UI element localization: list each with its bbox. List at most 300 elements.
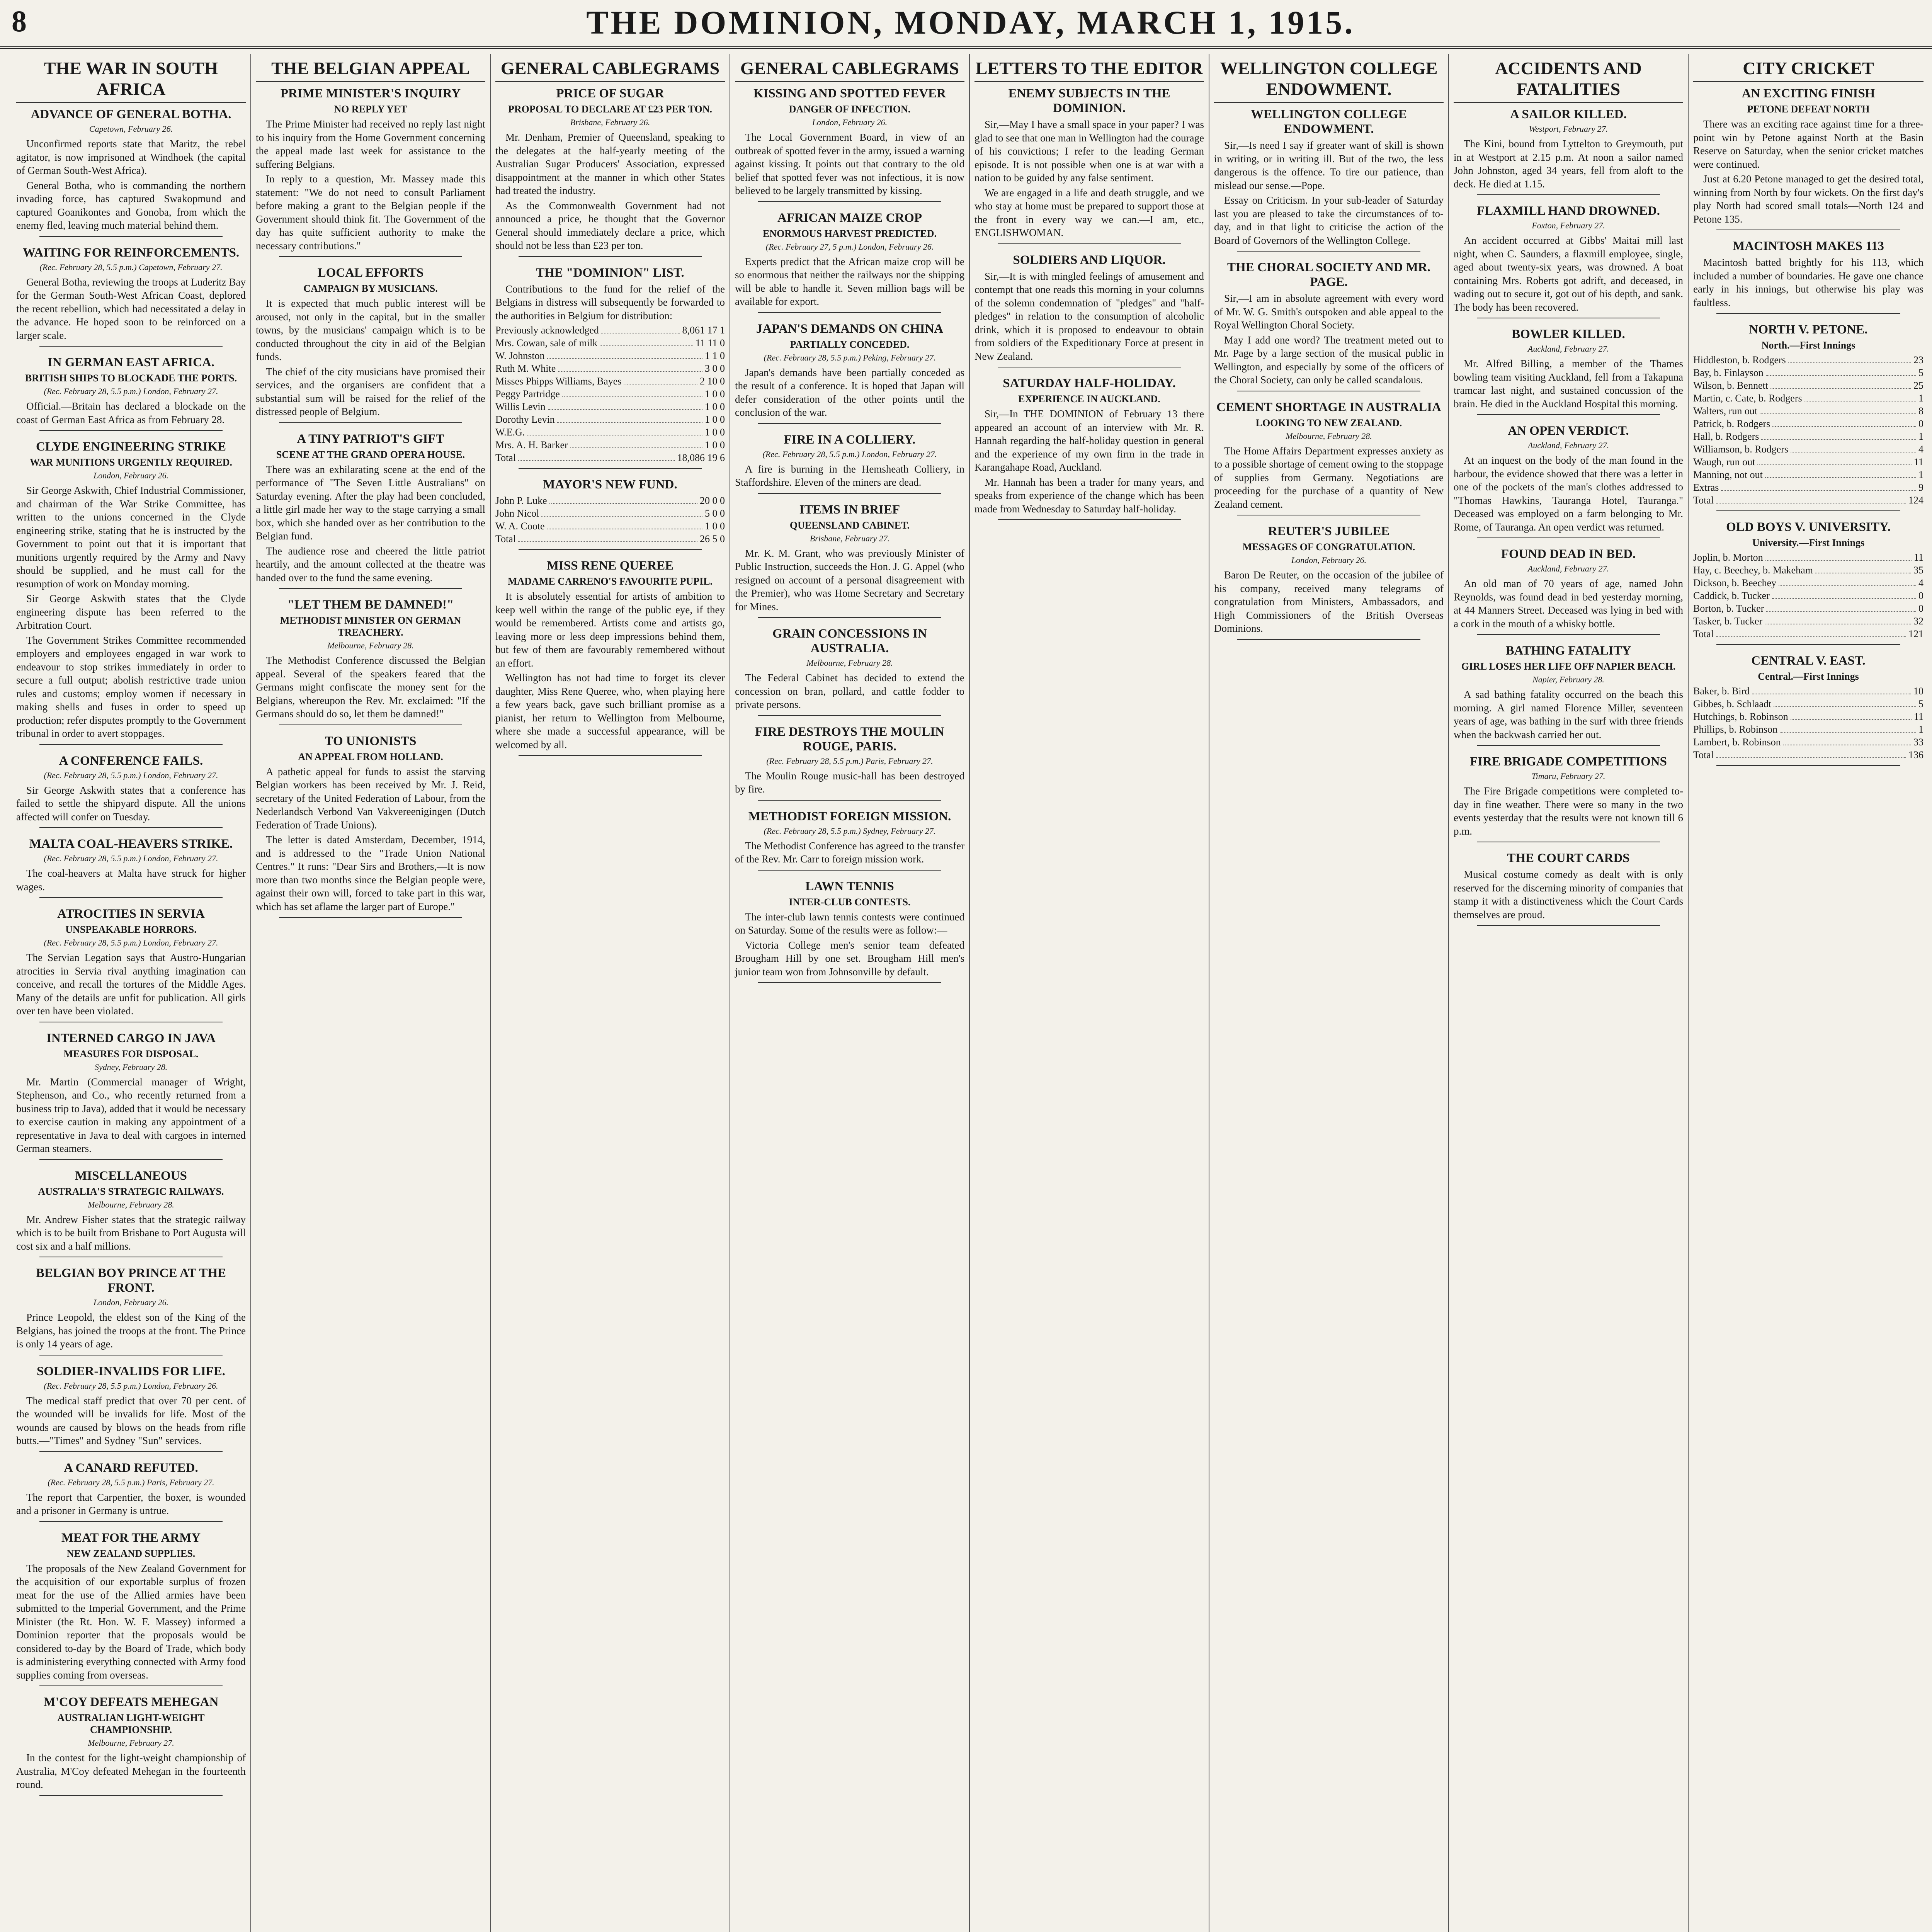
article-subheading: AUSTRALIA'S STRATEGIC RAILWAYS. <box>38 1185 224 1197</box>
table-row <box>1693 379 1923 392</box>
article <box>16 1531 246 1687</box>
article <box>16 906 246 1022</box>
article-headline: "LET THEM BE DAMNED!" <box>287 598 454 612</box>
row-label: Wilson, b. Bennett <box>1693 380 1768 391</box>
leader-dots <box>558 362 702 372</box>
table-row <box>1693 443 1923 456</box>
article-paragraph: We are engaged in a life and death struggle, and we who stay at home must be prepared to support those at the front in every way we can.—I am, etc., ENGLISHWOMAN. <box>975 187 1204 238</box>
article-divider <box>1716 765 1900 766</box>
table-row <box>1693 430 1923 443</box>
article <box>735 626 964 716</box>
article <box>975 86 1204 244</box>
column <box>1689 54 1928 1932</box>
article-headline: THE CHORAL SOCIETY AND MR. PAGE. <box>1227 260 1430 289</box>
article-headline: MISS RENE QUEREE <box>546 559 674 573</box>
article-dateline: (Rec. February 28, 5.5 p.m.) London, February 27. <box>762 449 937 459</box>
article-paragraph: The Fire Brigade competitions were completed to-day in fine weather. There were so many in the two events yesterday that the results were not known till 6 p.m. <box>1454 785 1683 837</box>
column-banner: CITY CRICKET <box>1693 58 1923 82</box>
row-label: Patrick, b. Rodgers <box>1693 418 1770 429</box>
masthead <box>0 0 1932 49</box>
article-dateline: Napier, February 28. <box>1532 675 1604 684</box>
article-subheading: DANGER OF INFECTION. <box>789 104 911 115</box>
row-amount: 1 0 0 <box>705 388 725 400</box>
article <box>735 432 964 494</box>
row-amount: 2 10 0 <box>700 376 725 387</box>
table-row <box>495 337 725 349</box>
article <box>495 477 725 550</box>
row-label: Tasker, b. Tucker <box>1693 616 1763 627</box>
table-row <box>1693 723 1923 736</box>
article-divider <box>1716 510 1900 511</box>
article-paragraph: The medical staff predict that over 70 per cent. of the wounded will be invalids for life. Most of the wounds are caused by blows on the heads from rifle butts.—"Times" and Sydney "Sun" services. <box>16 1395 246 1446</box>
article-paragraph: Sir,—It is with mingled feelings of amusement and contempt that one reads this morning in your columns of the solemn condemnation of "pledges" and "half-pledges" in relation to the consumption of alcoholic drink, which it is proposed to endeavour to obtain from soldiers of the Expeditionary Force at present in New Zealand. <box>975 270 1204 362</box>
article <box>975 376 1204 520</box>
article-paragraph: Victoria College men's senior team defeated Brougham Hill by one set. Brougham Hill men's junior team won from Johnsonville by default. <box>735 939 964 978</box>
row-amount: 1 0 0 <box>705 427 725 438</box>
article-headline: LOCAL EFFORTS <box>317 266 424 280</box>
table-row <box>1693 405 1923 417</box>
article-dateline: (Rec. February 28, 5.5 p.m.) Peking, February 27. <box>764 352 936 362</box>
article-subheading: PROPOSAL TO DECLARE AT £23 PER TON. <box>508 104 713 115</box>
article-paragraph: There was an exciting race against time for a three-point win by Petone against North at the Basin Reserve on Saturday, when the senior cricket matches were continued. <box>1693 118 1923 170</box>
row-label: Mrs. Cowan, sale of milk <box>495 337 598 349</box>
table-row <box>495 451 725 464</box>
article-subheading: EXPERIENCE IN AUCKLAND. <box>1018 393 1160 405</box>
column <box>251 54 491 1932</box>
article-paragraph: Japan's demands have been partially conceded as the result of a conference. It is hoped that Japan will defer consideration of the other points until the conclusion of the war. <box>735 366 964 418</box>
article-divider <box>39 827 223 828</box>
table-row <box>1693 685 1923 697</box>
article-divider <box>519 468 702 469</box>
table-row <box>1693 456 1923 468</box>
table-row <box>495 375 725 388</box>
row-label: Previously acknowledged <box>495 325 599 336</box>
leader-dots <box>547 349 702 359</box>
article-subheading: NO REPLY YET <box>334 104 407 115</box>
article <box>256 432 485 589</box>
article <box>1214 524 1444 640</box>
row-amount: 18,086 19 6 <box>677 452 725 463</box>
article-paragraph: Mr. Martin (Commercial manager of Wright, Stephenson, and Co., who recently returned from a business trip to Java), added that it would be necessary to exercise caution in making any appointment of a representative in Java to deal with cargoes in interned German steamers. <box>16 1076 246 1154</box>
table-row <box>1693 577 1923 589</box>
leader-dots <box>1761 430 1916 440</box>
article-dateline: London, February 26. <box>93 471 169 480</box>
article <box>1693 322 1923 511</box>
row-amount: 5 <box>1918 698 1923 709</box>
row-label: John Nicol <box>495 508 539 519</box>
article-headline: SOLDIERS AND LIQUOR. <box>1013 253 1166 267</box>
leader-dots <box>1779 577 1916 586</box>
article-divider <box>519 256 702 257</box>
article-dateline: Foxton, February 27. <box>1532 221 1605 230</box>
article <box>1454 754 1683 842</box>
article-divider <box>998 243 1181 244</box>
row-label: Manning, not out <box>1693 469 1763 480</box>
row-amount: 5 <box>1918 367 1923 378</box>
column <box>730 54 970 1932</box>
row-label: Bay, b. Finlayson <box>1693 367 1764 378</box>
row-label: W.E.G. <box>495 427 525 438</box>
column <box>491 54 730 1932</box>
article-divider <box>39 1159 223 1160</box>
article-headline: MISCELLANEOUS <box>75 1168 187 1183</box>
table-row <box>495 413 725 426</box>
leader-dots <box>1772 417 1916 427</box>
row-label: Waugh, run out <box>1693 456 1755 468</box>
article-paragraph: Musical costume comedy as dealt with is only reserved for the discerning minority of companies that stamp it with a distinctiveness which the Court Cards themselves are proud. <box>1454 869 1683 920</box>
article-subheading: INTER-CLUB CONTESTS. <box>789 896 911 908</box>
article-dateline: London, February 26. <box>812 117 888 127</box>
article-paragraph: The letter is dated Amsterdam, December, 1914, and is addressed to the "Trade Union National Centres." It runs: "Dear Sirs and Brothers,—It is now more than two months since the Belgian people were, against their own will, forced to take part in this war, which has set aflame the larger part of Europe." <box>256 834 485 912</box>
article-headline: BOWLER KILLED. <box>1512 327 1625 341</box>
leader-dots <box>1766 602 1916 612</box>
row-amount: 35 <box>1913 565 1923 576</box>
article-dateline: Auckland, February 27. <box>1527 564 1609 573</box>
article-subheading: University.—First Innings <box>1752 537 1865 548</box>
article-headline: CENTRAL V. EAST. <box>1751 654 1866 668</box>
article-dateline: Brisbane, February 26. <box>570 117 650 127</box>
article-paragraph: Essay on Criticism. In your sub-leader of Saturday last you are pleased to take the circumstances of to-day, and in that light to criticise the action of the Board of Governors of the Wellington College. <box>1214 194 1444 246</box>
article-headline: FLAXMILL HAND DROWNED. <box>1477 204 1660 218</box>
article-paragraph: May I add one word? The treatment meted out to Mr. Page by a large section of the musical public in Wellington, and especially by some of the officers of the Choral Society, can only be called scandalous. <box>1214 334 1444 386</box>
leader-dots <box>1757 456 1912 465</box>
article-subheading: METHODIST MINISTER ON GERMAN TREACHERY. <box>280 615 461 638</box>
article-headline: INTERNED CARGO IN JAVA <box>46 1031 216 1045</box>
article-divider <box>39 1521 223 1522</box>
article-divider <box>758 493 941 494</box>
row-label: Gibbes, b. Schlaadt <box>1693 698 1772 709</box>
article-dateline: London, February 26. <box>93 1298 169 1307</box>
article-paragraph: The Moulin Rouge music-hall has been destroyed by fire. <box>735 770 964 795</box>
newspaper-title: THE DOMINION, MONDAY, MARCH 1, 1915. <box>586 4 1355 41</box>
article-divider <box>1477 745 1660 746</box>
article-dateline: London, February 26. <box>1291 555 1367 565</box>
article-headline: SOLDIER-INVALIDS FOR LIFE. <box>36 1364 226 1378</box>
article-dateline: (Rec. February 28, 5.5 p.m.) London, February 27. <box>44 938 218 947</box>
article-headline: FIRE IN A COLLIERY. <box>784 432 916 447</box>
article-paragraph: The report that Carpentier, the boxer, is wounded and a prisoner in Germany is untrue. <box>16 1491 246 1516</box>
leader-dots <box>1721 481 1916 491</box>
row-label: John P. Luke <box>495 495 547 506</box>
article <box>1454 107 1683 195</box>
article-paragraph: Just at 6.20 Petone managed to get the desired total, winning from North by four wickets. On the first day's play North had scored small totals—North 124 and Petone 135. <box>1693 173 1923 225</box>
article <box>16 1168 246 1258</box>
table-row <box>1693 697 1923 710</box>
article <box>16 1695 246 1796</box>
article <box>975 253 1204 368</box>
row-amount: 136 <box>1908 749 1923 760</box>
table-row <box>495 400 725 413</box>
article-paragraph: Baron De Reuter, on the occasion of the jubilee of his company, received many telegrams of congratulation from Ministers, Ambassadors, and High Commissioners of the British Overseas Dominions. <box>1214 569 1444 634</box>
row-label: Ruth M. White <box>495 363 556 374</box>
leader-dots <box>541 507 702 517</box>
leader-dots <box>1774 697 1916 707</box>
row-label: Dorothy Levin <box>495 414 555 425</box>
article-divider <box>1477 537 1660 538</box>
row-amount: 0 <box>1918 418 1923 429</box>
article-headline: NORTH V. PETONE. <box>1749 323 1868 337</box>
article-paragraph: Sir George Askwith states that a conference has failed to settle the shipyard dispute. All the unions affected will confer on Tuesday. <box>16 784 246 823</box>
article-paragraph: A pathetic appeal for funds to assist the starving Belgian workers has been received by Mr. J. Reid, secretary of the United Federation of Labour, from the Nederlandsch Verbond Van Vakvereenigingen (Dutch Federation of Trade Unions). <box>256 765 485 831</box>
row-label: Hiddleston, b. Rodgers <box>1693 354 1786 366</box>
row-amount: 8 <box>1918 405 1923 417</box>
article-divider <box>758 617 941 618</box>
row-amount: 10 <box>1913 685 1923 697</box>
row-label: Caddick, b. Tucker <box>1693 590 1770 601</box>
row-label: Joplin, b. Morton <box>1693 552 1763 563</box>
article-divider <box>279 588 462 589</box>
table-row <box>495 426 725 439</box>
article-headline: CEMENT SHORTAGE IN AUSTRALIA <box>1216 400 1441 414</box>
article-paragraph: The proposals of the New Zealand Government for the acquisition of our exportable surplus of frozen meat for the use of the Allied armies have been submitted to the Imperial Government, and the Prime Minister (the Rt. Hon. W. F. Massey) informed a Dominion reporter that the proposals would be considered to-day by the Board of Trade, which body is administering everything connected with Army food supplies coming from overseas. <box>16 1562 246 1681</box>
article <box>1214 400 1444 516</box>
article-headline: A CONFERENCE FAILS. <box>59 753 203 768</box>
article-divider <box>758 715 941 716</box>
article-headline: SATURDAY HALF-HOLIDAY. <box>1003 376 1176 390</box>
column <box>970 54 1209 1932</box>
leader-dots <box>1772 589 1916 599</box>
row-amount: 1 0 0 <box>705 414 725 425</box>
article-subheading: CAMPAIGN BY MUSICIANS. <box>303 283 438 294</box>
row-amount: 11 <box>1913 456 1923 468</box>
article-subheading: NEW ZEALAND SUPPLIES. <box>66 1548 196 1559</box>
leader-dots <box>1765 468 1916 478</box>
row-label: Mrs. A. H. Barker <box>495 439 568 451</box>
article-headline: WELLINGTON COLLEGE ENDOWMENT. <box>1251 107 1407 136</box>
leader-dots <box>547 520 702 529</box>
article-paragraph: The Home Affairs Department expresses anxiety as to a possible shortage of cement owing to the stoppage of supplies from Germany. Negotiations are proceeding for the purchase of a quantity of New Zealand cement. <box>1214 445 1444 510</box>
table-row <box>1693 710 1923 723</box>
table-row <box>1693 736 1923 748</box>
row-label: Peggy Partridge <box>495 388 560 400</box>
row-amount: 4 <box>1918 577 1923 588</box>
article-divider <box>39 1451 223 1452</box>
leader-dots <box>1804 392 1916 401</box>
article-dateline: Melbourne, February 28. <box>327 641 414 650</box>
article-paragraph: Experts predict that the African maize crop will be so enormous that neither the railways nor the shipping will be able to handle it. Seven million bags will be available for export. <box>735 255 964 307</box>
row-amount: 33 <box>1913 736 1923 748</box>
article-subheading: UNSPEAKABLE HORRORS. <box>65 924 197 935</box>
row-label: Willis Levin <box>495 401 546 412</box>
article-subheading: PETONE DEFEAT NORTH <box>1747 104 1870 115</box>
article <box>1693 653 1923 766</box>
article <box>16 355 246 431</box>
article <box>1454 423 1683 538</box>
row-amount: 0 <box>1918 590 1923 601</box>
article <box>1454 547 1683 635</box>
article-paragraph: At an inquest on the body of the man found in the harbour, the evidence showed that there was a letter in one of the pockets of the man's clothes addressed to "Thomas Hawkins, Tauranga Hotel, Tauranga." Deceased was employed on a farm belonging to Mr. Rome, of Tauranga. An open verdict was returned. <box>1454 454 1683 533</box>
table-row <box>495 507 725 520</box>
row-label: Martin, c. Cate, b. Rodgers <box>1693 393 1802 404</box>
article-divider <box>519 549 702 550</box>
article-paragraph: In reply to a question, Mr. Massey made this statement: "We do not need to consult Parliament before making a grant to the Belgian people if the Government should think fit. The Government of the day has quite sufficient authority to make the necessary contributions." <box>256 173 485 252</box>
column <box>1449 54 1689 1932</box>
article-paragraph: There was an exhilarating scene at the end of the performance of "The Seven Little Australians" on Saturday evening. After the play had been concluded, a little girl made her way to the stage carrying a small box, which she handed over as her contribution to the Belgian fund. <box>256 463 485 542</box>
article-paragraph: Mr. Andrew Fisher states that the strategic railway which is to be built from Brisbane to Port Augusta will cost six and a half millions. <box>16 1213 246 1252</box>
row-label: Hutchings, b. Robinson <box>1693 711 1788 722</box>
article-paragraph: Sir,—May I have a small space in your paper? I was glad to see that one man in Wellington had the courage of his convictions; I refer to the leading German episode. It is not possible when one is at war with a nation to be guided by any false sentiment. <box>975 119 1204 184</box>
article-dateline: Melbourne, February 28. <box>1286 431 1372 441</box>
article-headline: TO UNIONISTS <box>325 734 417 748</box>
article-paragraph: Mr. Denham, Premier of Queensland, speaking to the delegates at the half-yearly meeting of the Australian Sugar Producers' Association, expressed disappointment at the manner in which other States had treated the industry. <box>495 131 725 196</box>
article-divider <box>758 312 941 313</box>
column-banner: THE WAR IN SOUTH AFRICA <box>16 58 246 103</box>
table-row <box>1693 354 1923 366</box>
row-amount: 25 <box>1913 380 1923 391</box>
leader-dots <box>1765 551 1912 561</box>
article <box>1214 260 1444 391</box>
table-row <box>495 532 725 545</box>
article-paragraph: The Kini, bound from Lyttelton to Greymouth, put in at Westport at 2.15 p.m. At noon a sailor named John Johnston, aged 34 years, fell from aloft to the deck. He died at 1.15. <box>1454 138 1683 190</box>
row-amount: 23 <box>1913 354 1923 366</box>
article-paragraph: The Methodist Conference has agreed to the transfer of the Rev. Mr. Carr to foreign mission work. <box>735 840 964 865</box>
leader-dots <box>1752 685 1911 694</box>
row-amount: 5 0 0 <box>705 508 725 519</box>
leader-dots <box>601 324 680 333</box>
article-paragraph: As the Commonwealth Government had not announced a price, he thought that the Governor General should immediately declare a price, which should not be less than £23 per ton. <box>495 199 725 251</box>
article-paragraph: Mr. K. M. Grant, who was previously Minister of Public Instruction, succeeds the Hon. J. G. Appel (who resigned on account of a personal disagreement with the Premier), who was Home Secretary and Secretary for Mines. <box>735 547 964 612</box>
article-paragraph: Mr. Hannah has been a trader for many years, and speaks from experience of the change which has been made from Wednesday to Saturday half-holiday. <box>975 476 1204 515</box>
article-divider <box>758 201 941 202</box>
article-paragraph: Official.—Britain has declared a blockade on the coast of German East Africa as from February 28. <box>16 400 246 425</box>
article-paragraph: A fire is burning in the Hemsheath Colliery, in Staffordshire. Eleven of the miners are dead. <box>735 463 964 488</box>
article <box>16 837 246 898</box>
table-row <box>495 388 725 400</box>
article-paragraph: The Servian Legation says that Austro-Hungarian atrocities in Servia rival anything imagination can conceive, and recall the tortures of the Middle Ages. Many of the details are unfit for publication. All girls over ten have been violated. <box>16 952 246 1017</box>
article-paragraph: The Local Government Board, in view of an outbreak of spotted fever in the army, issued a warning against kissing. It points out that contrary to the old belief that spotted fever was not infectious, it is now believed to be largely transmitted by kissing. <box>735 131 964 196</box>
article-dateline: Brisbane, February 27. <box>810 533 890 543</box>
article-divider <box>279 724 462 725</box>
article-paragraph: Sir George Askwith, Chief Industrial Commissioner, and chairman of the War Strike Committee, has written to the unions concerned in the Clyde engineering strike, stating that he is instructed by the Government to point out that it is important that munitions urgently required by the Army and Navy should be supplied, and he must call for the resumption of work on Monday morning. <box>16 485 246 590</box>
table-row <box>1693 366 1923 379</box>
article-paragraph: It is absolutely essential for artists of ambition to keep well within the range of the public eye, if they would be remembered. Artists come and artists go, leaving more or less deep impressions behind them, but few of them are favourably remembered without an effort. <box>495 590 725 669</box>
row-amount: 0 <box>1918 603 1923 614</box>
article <box>16 439 246 745</box>
article-divider <box>1237 639 1420 640</box>
article <box>495 265 725 469</box>
article <box>1693 239 1923 314</box>
article <box>735 86 964 202</box>
page-number: 8 <box>12 4 27 38</box>
leader-dots <box>1760 405 1916 414</box>
table-row <box>495 520 725 532</box>
table-row <box>495 349 725 362</box>
article-headline: FIRE DESTROYS THE MOULIN ROUGE, PARIS. <box>755 724 944 753</box>
row-amount: 1 0 0 <box>705 520 725 532</box>
article-subheading: BRITISH SHIPS TO BLOCKADE THE PORTS. <box>25 372 237 384</box>
article-headline: BELGIAN BOY PRINCE AT THE FRONT. <box>36 1266 226 1295</box>
article-subheading: Central.—First Innings <box>1758 671 1859 682</box>
row-label: Total <box>1693 628 1714 639</box>
article-headline: KISSING AND SPOTTED FEVER <box>753 87 946 100</box>
row-amount: 1 <box>1918 431 1923 442</box>
article <box>256 597 485 725</box>
leader-dots <box>570 439 702 448</box>
table-row <box>495 324 725 337</box>
row-amount: 26 5 0 <box>700 533 725 544</box>
article-paragraph: Wellington has not had time to forget its clever daughter, Miss Rene Queree, who, when playing here a few years back, gave such brilliant promise as a pianist, her return to Wellington from Melbourne, where she made a successful appearance, will be welcomed by all. <box>495 672 725 750</box>
table-row <box>1693 392 1923 405</box>
article <box>735 211 964 313</box>
article-headline: ENEMY SUBJECTS IN THE DOMINION. <box>1008 87 1170 115</box>
article-subheading: AN APPEAL FROM HOLLAND. <box>298 751 443 762</box>
table-row <box>1693 602 1923 615</box>
row-amount: 11 <box>1913 711 1923 722</box>
article-paragraph: Mr. Alfred Billing, a member of the Thames bowling team visiting Auckland, fell from a Takapuna tramcar last night, and sustained concussion of the brain. He died in the Auckland Hospital this morning. <box>1454 358 1683 410</box>
article-dateline: Auckland, February 27. <box>1527 344 1609 354</box>
row-label: Hay, c. Beechey, b. Makeham <box>1693 565 1813 576</box>
article <box>1454 327 1683 415</box>
article-headline: AFRICAN MAIZE CROP <box>777 211 922 225</box>
row-amount: 124 <box>1908 495 1923 506</box>
row-label: Baker, b. Bird <box>1693 685 1750 697</box>
leader-dots <box>1780 723 1916 733</box>
leader-dots <box>557 413 702 423</box>
article-paragraph: The audience rose and cheered the little patriot heartily, and the amount collected at the theatre was handed over to the fund the same evening. <box>256 545 485 583</box>
row-label: W. Johnston <box>495 350 545 361</box>
article <box>16 1364 246 1452</box>
article <box>16 245 246 347</box>
row-label: Misses Phipps Williams, Bayes <box>495 376 622 387</box>
article-headline: ATROCITIES IN SERVIA <box>57 907 205 921</box>
article-paragraph: An old man of 70 years of age, named John Reynolds, was found dead in bed yesterday morning, at 44 Manners Street. Deceased was lying in bed with a cork in the mouth of a whisky bottle. <box>1454 578 1683 629</box>
row-amount: 1 <box>1918 724 1923 735</box>
article-dateline: (Rec. February 28, 5.5 p.m.) Capetown, February 27. <box>39 262 223 272</box>
table-row <box>1693 564 1923 577</box>
table-row <box>1693 615 1923 628</box>
row-label: Total <box>495 452 516 463</box>
article-dateline: Melbourne, February 28. <box>88 1199 174 1209</box>
article-paragraph: It is expected that much public interest will be aroused, not only in the capital, but in the smaller towns, by the musicians' campaign which is to be conducted throughout the city in aid of the Belgian funds. <box>256 298 485 362</box>
article <box>16 1031 246 1160</box>
article-headline: M'COY DEFEATS MEHEGAN <box>43 1695 219 1709</box>
table-row <box>1693 468 1923 481</box>
row-amount: 11 11 0 <box>695 337 725 349</box>
leader-dots <box>1791 443 1916 452</box>
leader-dots <box>527 426 702 435</box>
article-headline: FOUND DEAD IN BED. <box>1501 547 1636 561</box>
article-headline: ITEMS IN BRIEF <box>799 502 900 517</box>
article-divider <box>1716 644 1900 645</box>
article-divider <box>39 1795 223 1796</box>
article-headline: PRIME MINISTER'S INQUIRY <box>280 87 461 100</box>
article-dateline: (Rec. February 28, 5.5 p.m.) London, February 27. <box>44 386 218 396</box>
article-dateline: Sydney, February 28. <box>94 1062 168 1072</box>
article <box>1454 643 1683 746</box>
row-amount: 9 <box>1918 482 1923 493</box>
article-dateline: Melbourne, February 28. <box>806 658 893 668</box>
table-row <box>1693 748 1923 761</box>
article-dateline: (Rec. February 27, 5 p.m.) London, February 26. <box>765 242 934 252</box>
row-label: W. A. Coote <box>495 520 545 532</box>
article <box>495 558 725 756</box>
article-headline: A CANARD REFUTED. <box>64 1461 198 1475</box>
article-paragraph: An accident occurred at Gibbs' Maitai mill last night, when C. Saunders, a flaxmill employee, single, aged about twenty-six years, was drowned. A boat containing Mrs. Roberts got adrift, and deceased, in wading out to secure it, got out of his depth, and sank. The body has been recovered. <box>1454 235 1683 313</box>
article-divider <box>1477 414 1660 415</box>
article-headline: WAITING FOR REINFORCEMENTS. <box>22 245 240 260</box>
row-amount: 4 <box>1918 444 1923 455</box>
table-row <box>1693 481 1923 494</box>
article-headline: MALTA COAL-HEAVERS STRIKE. <box>29 837 233 851</box>
article-dateline: (Rec. February 28, 5.5 p.m.) London, February 26. <box>44 1381 218 1391</box>
column-banner: GENERAL CABLEGRAMS <box>495 58 725 82</box>
row-label: Total <box>1693 749 1714 760</box>
article-dateline: Auckland, February 27. <box>1527 440 1609 450</box>
article-paragraph: Prince Leopold, the eldest son of the King of the Belgians, has joined the troops at the front. The Prince is only 14 years of age. <box>16 1311 246 1350</box>
article-subheading: QUEENSLAND CABINET. <box>789 519 910 531</box>
article <box>256 734 485 918</box>
column-banner: GENERAL CABLEGRAMS <box>735 58 964 82</box>
